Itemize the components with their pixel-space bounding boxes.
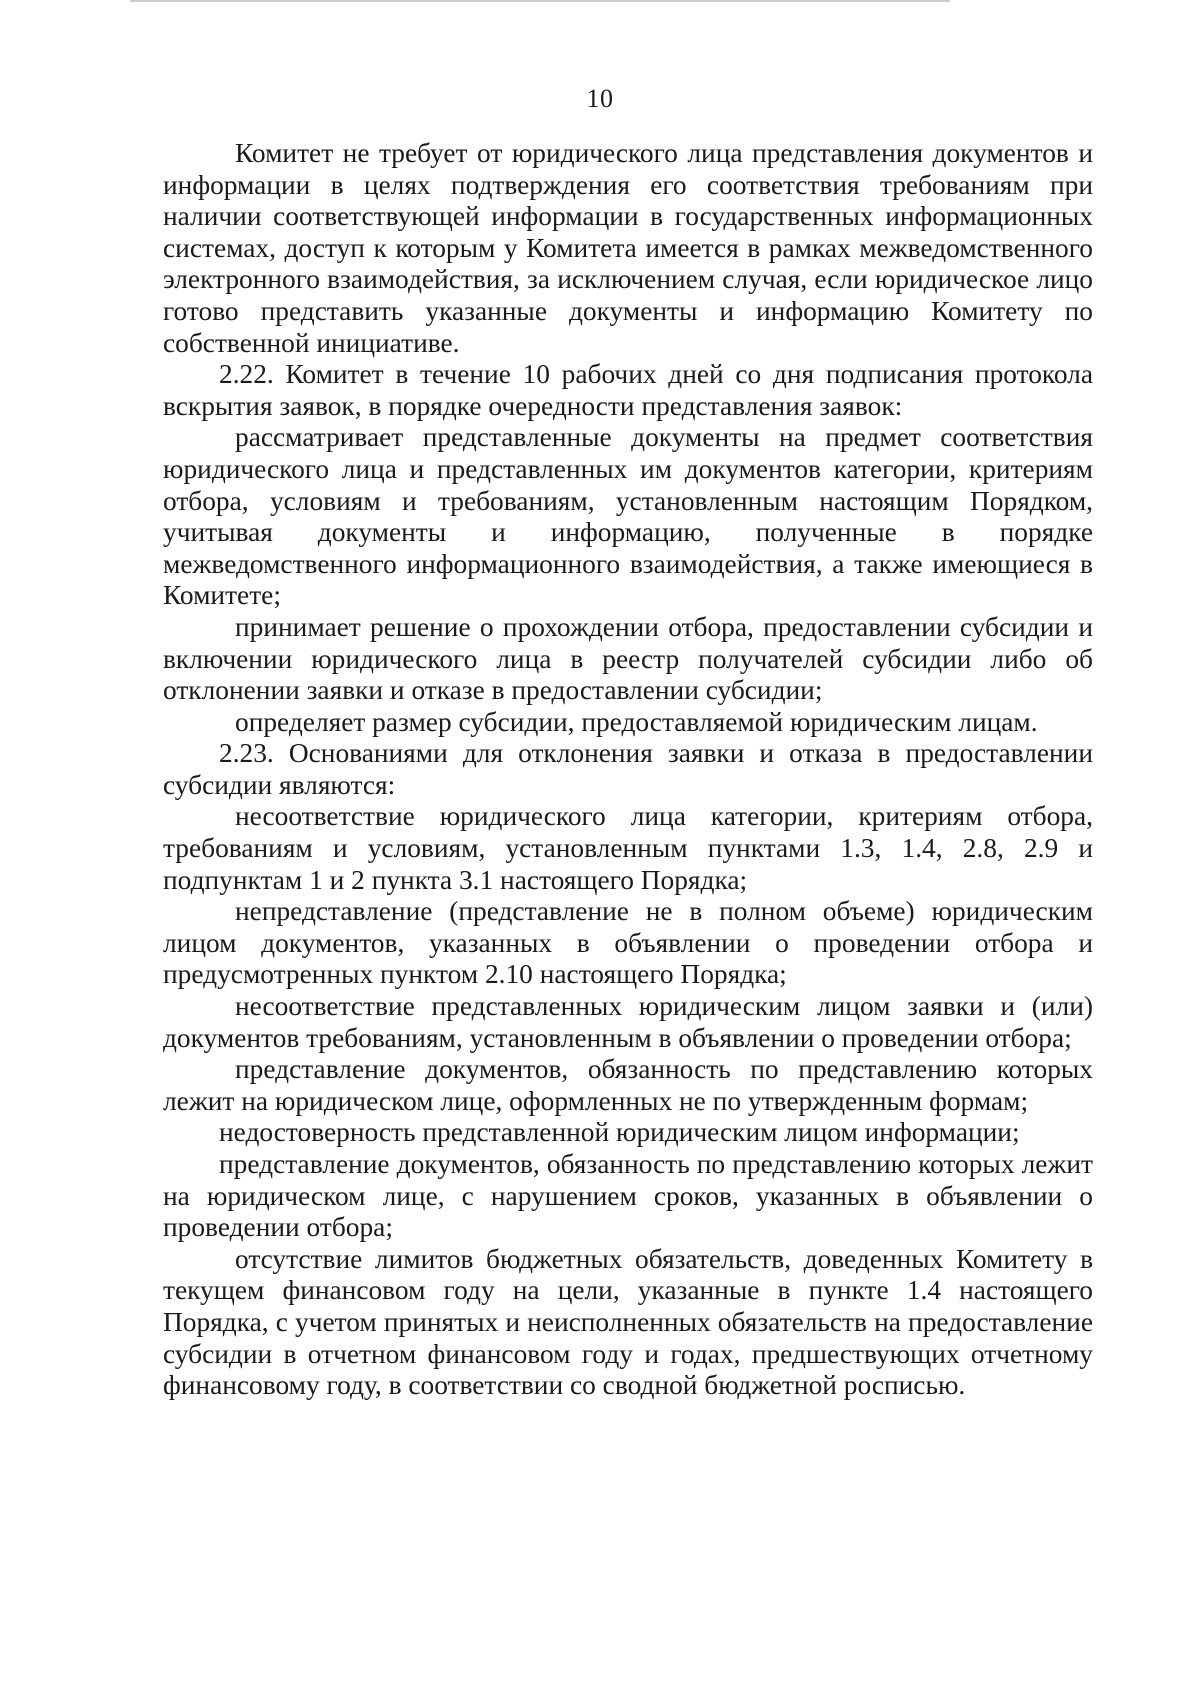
paragraph-makes-decision: принимает решение о прохождении отбора, предоставлении субсидии и включении юридического лица в реестр получателей субсидии либо об отклонении заявки и отказе в предоставлении субсидии; xyxy=(163,611,1093,706)
paragraph-2-22: 2.22. Комитет в течение 10 рабочих дней со дня подписания протокола вскрытия заявок, в порядке очередности представления заявок: xyxy=(163,359,1093,421)
page-number: 10 xyxy=(586,84,614,113)
paragraph-committee-no-documents: Комитет не требует от юридического лица представления документов и информации в целях подтверждения его соответствия требованиям при наличии соответствующей информации в государственных информационных системах, доступ к которым у Комитета имеется в рамках межведомственного электронного взаимодействия, за исключением случая, если юридическое лицо готово представить указанные документы и информацию Комитету по собственной инициативе. xyxy=(163,138,1093,358)
paragraph-noncompliance-entity: несоответствие юридического лица категории, критериям отбора, требованиям и условиям, установленным пунктами 1.3, 1.4, 2.8, 2.9 и подпунктам 1 и 2 пункта 3.1 настоящего Порядка; xyxy=(163,801,1093,895)
paragraph-reviews-documents: рассматривает представленные документы на предмет соответствия юридического лица и представленных им документов категории, критериям отбора, условиям и требованиям, установленным настоящим Порядком, учитывая документы и информацию, полученные в порядке межведомственного информационного взаимодействия, а также имеющиеся в Комитете; xyxy=(163,422,1093,611)
paragraph-unreliable-info: недостоверность представленной юридическим лицом информации; xyxy=(219,1117,1020,1148)
paragraph-late-submission: представление документов, обязанность по представлению которых лежит на юридическом лице, с нарушением сроков, указанных в объявлении о проведении отбора; xyxy=(163,1149,1093,1243)
page-top-edge xyxy=(130,0,950,2)
paragraph-wrong-forms: представление документов, обязанность по представлению которых лежит на юридическом лице, оформленных не по утвержденным формам; xyxy=(163,1054,1093,1116)
paragraph-nonsubmission: непредставление (представление не в полном объеме) юридическим лицом документов, указанных в объявлении о проведении отбора и предусмотренных пунктом 2.10 настоящего Порядка; xyxy=(163,896,1093,990)
paragraph-2-23: 2.23. Основаниями для отклонения заявки и отказа в предоставлении субсидии являются: xyxy=(163,738,1093,800)
paragraph-no-budget-limits: отсутствие лимитов бюджетных обязательств, доведенных Комитету в текущем финансовом году на цели, указанные в пункте 1.4 настоящего Порядка, с учетом принятых и неисполненных обязательств на предоставление субсидии в отчетном финансовом году и годах, предшествующих отчетному финансовому году, в соответствии со сводной бюджетной росписью. xyxy=(163,1243,1093,1401)
document-body xyxy=(163,138,1093,1402)
paragraph-determines-amount: определяет размер субсидии, предоставляемой юридическим лицам. xyxy=(235,706,1038,737)
paragraph-noncompliance-application: несоответствие представленных юридическим лицом заявки и (или) документов требованиям, установленным в объявлении о проведении отбора; xyxy=(163,991,1093,1053)
